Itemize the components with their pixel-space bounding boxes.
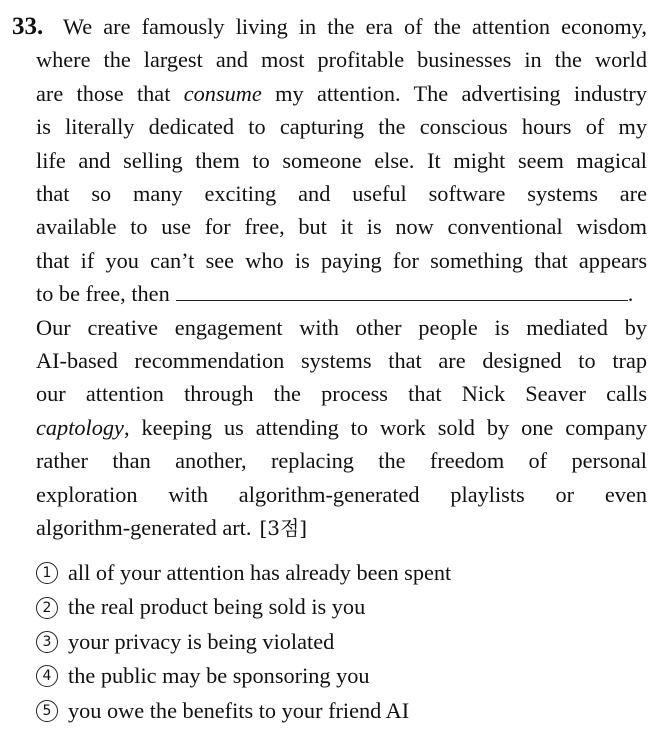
blank-prefix: to be free, then: [36, 281, 170, 307]
final-line-text: algorithm-generated art.: [36, 515, 252, 541]
option-2[interactable]: [36, 590, 451, 624]
passage-line: AI-based recommendation systems that are designed to trap: [36, 348, 647, 374]
blank-suffix: .: [627, 281, 634, 307]
passage-line: where the largest and most profitable businesses in the world: [36, 47, 647, 73]
option-4[interactable]: [36, 659, 451, 693]
passage-line: rather than another, replacing the freedom of personal: [36, 448, 647, 474]
passage-line: are those that consume my attention. The advertising industry: [36, 80, 647, 106]
passage-line: is literally dedicated to capturing the conscious hours of my: [36, 114, 647, 140]
option-text: the real product being sold is you: [68, 594, 366, 620]
blank-line: [36, 277, 647, 310]
question-number: 33.: [12, 13, 44, 40]
answer-blank: [176, 278, 628, 301]
passage-line: available to use for free, but it is now conventional wisdom: [36, 214, 647, 240]
passage-line: that if you can’t see who is paying for something that appears: [36, 247, 647, 273]
option-marker: 3: [36, 631, 58, 653]
option-3[interactable]: [36, 625, 451, 659]
points-badge: [3점]: [259, 516, 308, 541]
option-text: all of your attention has already been spent: [68, 560, 452, 585]
option-marker: 4: [36, 665, 58, 687]
italic-term: captology: [36, 414, 124, 440]
option-marker: 5: [36, 700, 58, 722]
answer-options: [36, 556, 451, 728]
option-marker: 2: [36, 597, 58, 619]
passage-line: our attention through the process that Nick Seaver calls: [36, 381, 647, 407]
passage: [36, 10, 647, 546]
passage-line: We are famously living in the era of the attention economy,: [63, 14, 647, 39]
passage-line: captology, keeping us attending to work sold by one company: [36, 414, 647, 440]
final-line: [36, 511, 647, 545]
passage-line: that so many exciting and useful software systems are: [36, 181, 647, 207]
italic-term: consume: [183, 80, 262, 106]
passage-line: Our creative engagement with other people is mediated by: [36, 314, 647, 340]
passage-line: life and selling them to someone else. It might seem magical: [36, 147, 647, 173]
option-text: your privacy is being violated: [68, 628, 335, 654]
option-text: you owe the benefits to your friend AI: [68, 697, 410, 723]
option-text: the public may be sponsoring you: [68, 663, 370, 689]
option-marker: 1: [36, 562, 58, 584]
option-5[interactable]: [36, 694, 451, 728]
option-1[interactable]: [36, 556, 451, 590]
passage-line: exploration with algorithm-generated playlists or even: [36, 481, 647, 507]
